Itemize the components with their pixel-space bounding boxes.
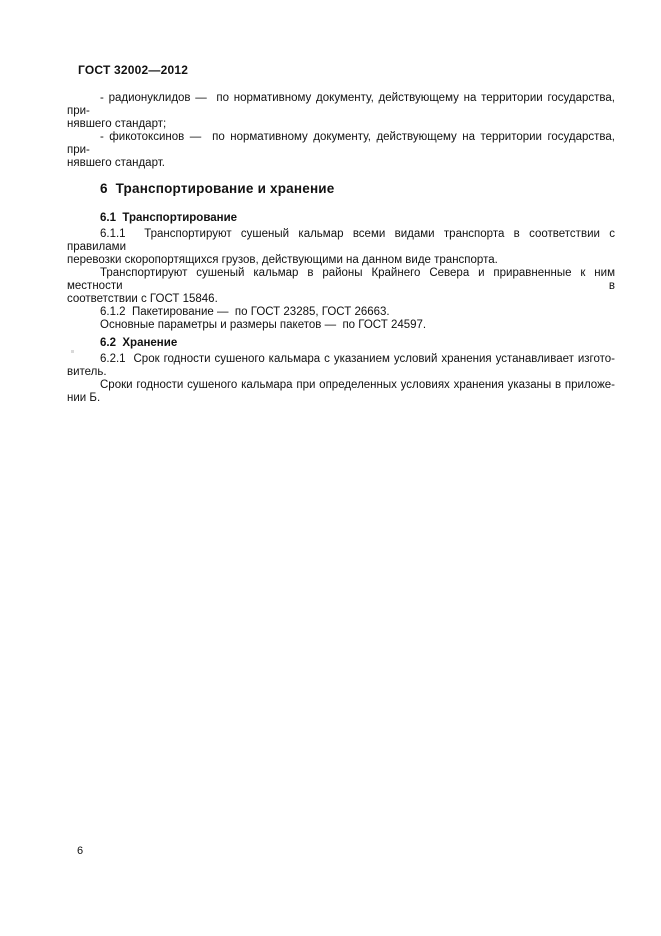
clause-6-1-1-line: 6.1.1 Транспортируют сушеный кальмар всеми видами транспорта в соответствии с правилами: [67, 228, 615, 253]
packets-params-line: Основные параметры и размеры пакетов — по ГОСТ 24597.: [100, 319, 427, 331]
page-content: [67, 92, 615, 405]
clause-6-2-1-line: витель.: [67, 366, 107, 378]
intro-line: нявшего стандарт.: [67, 157, 165, 169]
transport-north-line: соответствии с ГОСТ 15846.: [67, 293, 218, 305]
subsection-transport: [67, 212, 615, 332]
intro-line: нявшего стандарт;: [67, 118, 167, 130]
shelf-life-line: Сроки годности сушеного кальмара при определенных условиях хранения указаны в приложе-: [100, 379, 615, 391]
shelf-life-line: нии Б.: [67, 392, 101, 404]
transport-north-line: Транспортируют сушеный кальмар в районы Крайнего Севера и приравненные к ним местности в: [67, 267, 615, 292]
clause-6-1-2-line: 6.1.2 Пакетирование — по ГОСТ 23285, ГОСТ 26663.: [100, 306, 390, 318]
section-6-heading: 6 Транспортирование и хранение: [100, 181, 335, 196]
page-number: 6: [77, 845, 84, 857]
section-6-2-heading: 6.2 Хранение: [100, 337, 178, 349]
section-6-1-heading: 6.1 Транспортирование: [100, 212, 238, 224]
clause-6-1-1-line: перевозки скоропортящихся грузов, действующими на данном виде транспорта.: [67, 254, 498, 266]
subsection-storage: [67, 337, 615, 405]
intro-line: - фикотоксинов — по нормативному документу, действующему на территории государства, при-: [67, 131, 615, 156]
running-header: ГОСТ 32002—2012: [78, 63, 189, 77]
scan-artifact: [71, 350, 74, 353]
intro-list: [67, 92, 615, 170]
section-transport-storage: [67, 180, 615, 405]
clause-6-2-1-line: 6.2.1 Срок годности сушеного кальмара с указанием условий хранения устанавливает изгото-: [100, 353, 615, 365]
intro-line: - радионуклидов — по нормативному документу, действующему на территории государства, при-: [67, 92, 615, 117]
